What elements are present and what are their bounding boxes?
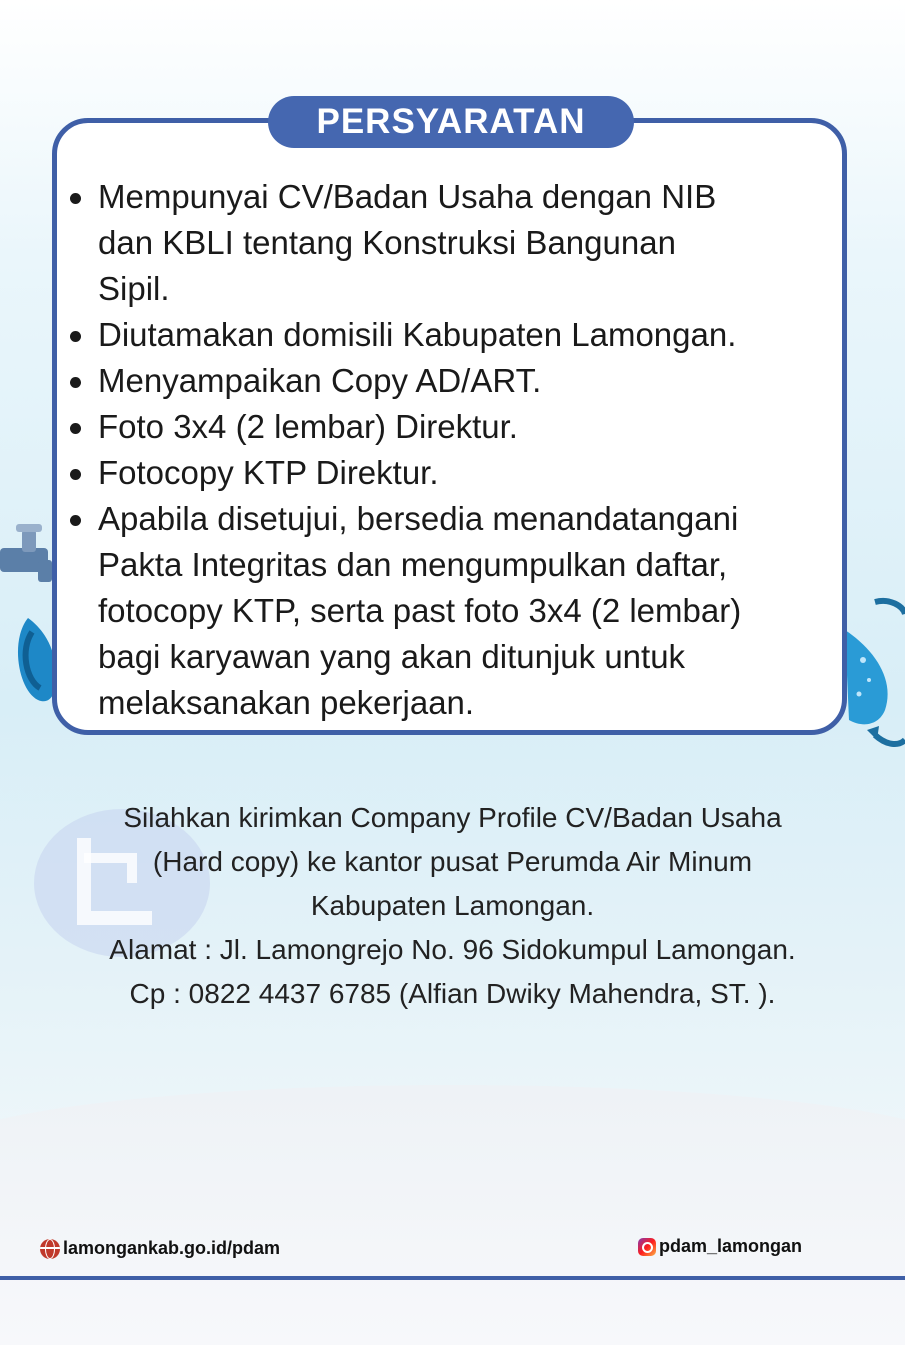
- website-text: lamongankab.go.id/pdam: [63, 1238, 281, 1258]
- info-line: Silahkan kirimkan Company Profile CV/Badan Usaha: [123, 802, 782, 833]
- website-link[interactable]: [40, 1238, 280, 1259]
- background-wave: [0, 1085, 905, 1345]
- requirement-item: [62, 358, 842, 404]
- requirement-line: Menyampaikan Copy AD/ART.: [98, 362, 542, 399]
- instagram-handle: pdam_lamongan: [659, 1236, 803, 1256]
- bullet-icon: [70, 331, 81, 342]
- requirement-item: [62, 450, 842, 496]
- instagram-link[interactable]: [638, 1236, 802, 1257]
- requirement-item: [62, 496, 842, 726]
- requirement-item: [62, 404, 842, 450]
- requirement-item: [62, 174, 842, 312]
- bullet-icon: [70, 515, 81, 526]
- info-line: Kabupaten Lamongan.: [310, 890, 595, 921]
- requirement-line: bagi karyawan yang akan ditunjuk untuk: [98, 638, 686, 675]
- page-title: PERSYARATAN: [268, 96, 634, 148]
- contact-info: [30, 796, 875, 1016]
- requirement-line: Mempunyai CV/Badan Usaha dengan NIB: [98, 178, 717, 215]
- bullet-icon: [70, 423, 81, 434]
- bullet-icon: [70, 377, 81, 388]
- globe-icon: [40, 1239, 60, 1259]
- requirement-line: Sipil.: [98, 270, 170, 307]
- info-line: (Hard copy) ke kantor pusat Perumda Air Minum: [152, 846, 753, 877]
- requirement-item: [62, 312, 842, 358]
- bottom-bar: [0, 1276, 905, 1280]
- requirement-line: Diutamakan domisili Kabupaten Lamongan.: [98, 316, 737, 353]
- instagram-icon: [638, 1238, 656, 1256]
- info-line: Alamat : Jl. Lamongrejo No. 96 Sidokumpul Lamongan.: [109, 934, 796, 965]
- requirement-line: Pakta Integritas dan mengumpulkan daftar,: [98, 546, 728, 583]
- requirement-line: dan KBLI tentang Konstruksi Bangunan: [98, 224, 676, 261]
- requirement-line: Foto 3x4 (2 lembar) Direktur.: [98, 408, 518, 445]
- requirement-line: Apabila disetujui, bersedia menandatangani: [98, 500, 739, 537]
- requirements-list: [62, 174, 842, 726]
- requirement-line: Fotocopy KTP Direktur.: [98, 454, 439, 491]
- requirement-line: fotocopy KTP, serta past foto 3x4 (2 lembar): [98, 592, 742, 629]
- bullet-icon: [70, 193, 81, 204]
- requirement-line: melaksanakan pekerjaan.: [98, 684, 475, 721]
- bullet-icon: [70, 469, 81, 480]
- info-line: Cp : 0822 4437 6785 (Alfian Dwiky Mahendra, ST. ).: [129, 978, 776, 1009]
